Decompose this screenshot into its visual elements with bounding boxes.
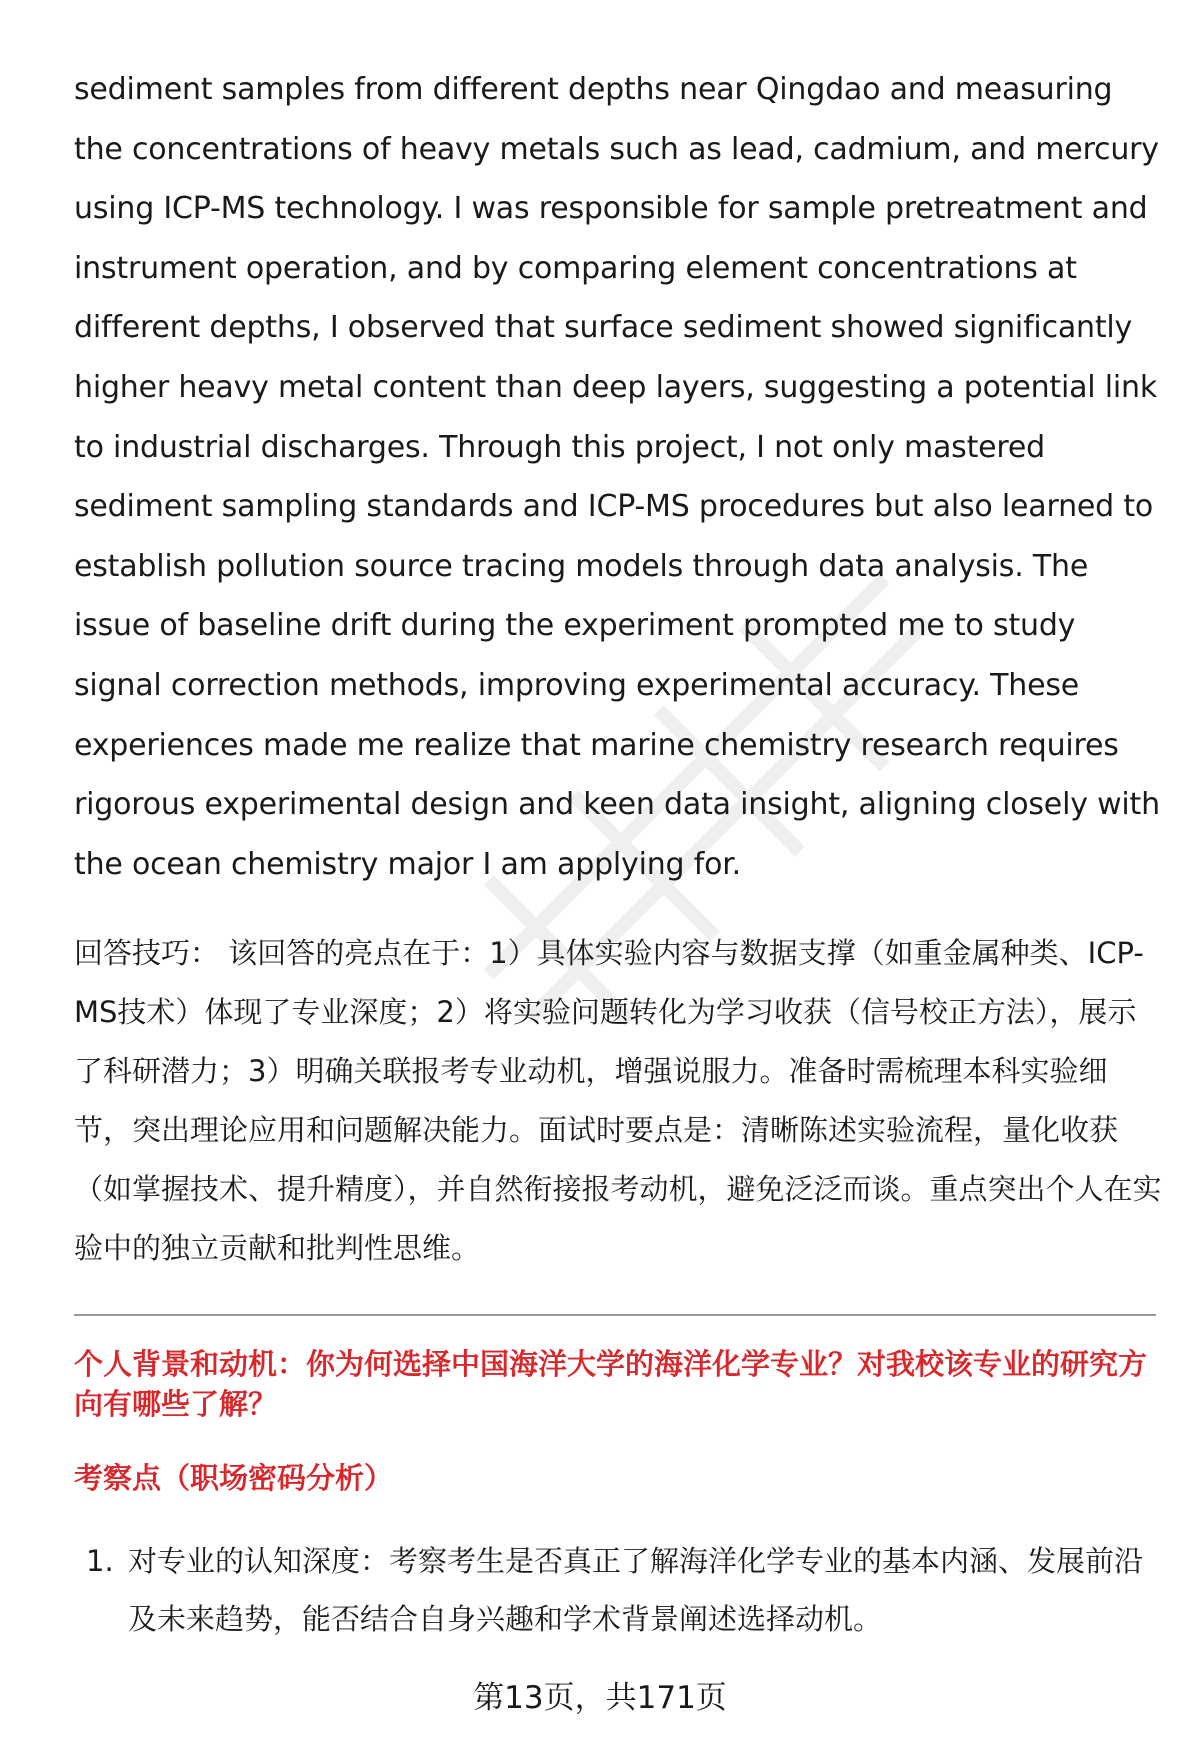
- question-heading: 个人背景和动机：你为何选择中国海洋大学的海洋化学专业？对我校该专业的研究方向有哪些了解？: [74, 1347, 1148, 1422]
- section-divider: [74, 1314, 1156, 1316]
- answer-paragraph: sediment samples from different depths near Qingdao and measuring the concentrations of heavy metals such as lead, cadmium, and mercury using ICP-MS technology. I was responsible for sample pretreatment and instrument operation, and by comparing element concentrations at different depths, I observed that surface sediment showed significantly higher heavy metal content than deep layers, suggesting a potential link to industrial discharges. Through this project, I not only mastered sediment sampling standards and ICP-MS procedures but also learned to establish pollution source tracing models through data analysis. The issue of baseline drift during the experiment prompted me to study signal correction methods, improving experimental accuracy. These experiences made me realize that marine chemistry research requires rigorous experimental design and keen data insight, aligning closely with the ocean chemistry major I am applying for.: [74, 72, 1160, 882]
- list-item-number: 1.: [86, 1544, 114, 1579]
- assessment-points-heading: 考察点（职场密码分析）: [74, 1461, 394, 1496]
- assessment-list: [74, 1532, 1164, 1648]
- answer-tips: 回答技巧： 该回答的亮点在于：1）具体实验内容与数据支撑（如重金属种类、ICP-MS技术）体现了专业深度；2）将实验问题转化为学习收获（信号校正方法），展示了科研潜力；3）明确关联报考专业动机，增强说服力。准备时需梳理本科实验细节，突出理论应用和问题解决能力。面试时要点是：清晰陈述实验流程，量化收获（如掌握技术、提升精度），并自然衔接报考动机，避免泛泛而谈。重点突出个人在实验中的独立贡献和批判性思维。: [74, 936, 1162, 1266]
- list-item-text: 对专业的认知深度：考察考生是否真正了解海洋化学专业的基本内涵、发展前沿及未来趋势，能否结合自身兴趣和学术背景阐述选择动机。: [128, 1544, 1144, 1637]
- page-number-footer: 第13页，共171页: [473, 1680, 727, 1716]
- list-item: [74, 1532, 1164, 1648]
- page-content: [74, 60, 1164, 1648]
